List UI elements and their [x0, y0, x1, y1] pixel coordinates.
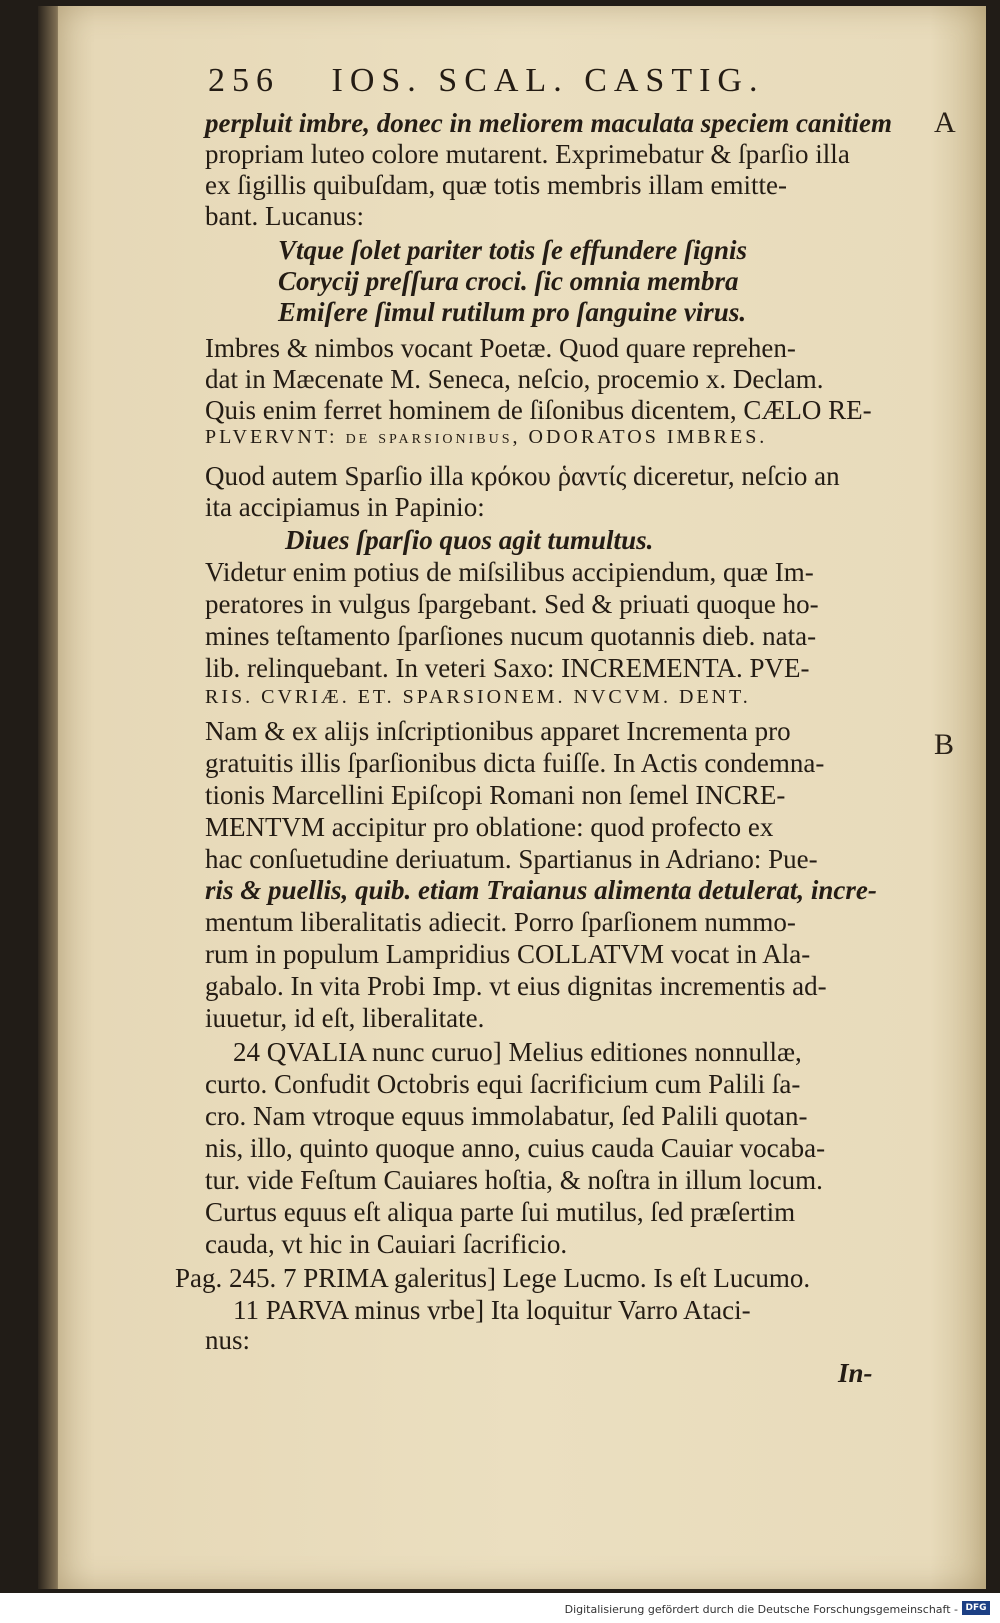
- digitization-credit: Digitalisierung gefördert durch die Deutsche Forschungsgemeinschaft -: [564, 1603, 958, 1616]
- text-line: ris & puellis, quib. etiam Traianus alimenta detulerat, incre-: [205, 875, 877, 905]
- text-line: PLVERVNT: de ſparſionibus, ODORATOS IMBRES.: [205, 426, 768, 448]
- text-line: bant. Lucanus:: [205, 201, 364, 231]
- text-line: Nam & ex alijs inſcriptionibus apparet Incrementa pro: [205, 716, 791, 746]
- text-line: propriam luteo colore mutarent. Exprimebatur & ſparſio illa: [205, 139, 850, 169]
- text-line: cro. Nam vtroque equus immolabatur, ſed Palili quotan-: [205, 1101, 808, 1131]
- text-line: iuuetur, id eſt, liberalitate.: [205, 1003, 485, 1033]
- text-line: MENTVM accipitur pro oblatione: quod profecto ex: [205, 812, 774, 842]
- text-line: Imbres & nimbos vocant Poetæ. Quod quare reprehen-: [205, 333, 796, 363]
- text-line: cauda, vt hic in Cauiari ſacrificio.: [205, 1229, 568, 1259]
- text-line: tur. vide Feſtum Cauiares hoſtia, & noſtra in illum locum.: [205, 1165, 823, 1195]
- text-line: Vtque ſolet pariter totis ſe effundere ſignis: [278, 235, 747, 265]
- text-line: ex ſigillis quibuſdam, quæ totis membris illam emitte-: [205, 170, 787, 200]
- text-line: Curtus equus eſt aliqua parte ſui mutilus, ſed præſertim: [205, 1197, 796, 1227]
- margin-letter-a: A: [934, 106, 956, 139]
- margin-letter-b: B: [934, 728, 955, 761]
- page-number: 256: [208, 62, 280, 99]
- text-line: nis, illo, quinto quoque anno, cuius cauda Cauiar vocaba-: [205, 1133, 826, 1163]
- running-header: [208, 62, 764, 100]
- text-line: lib. relinquebant. In veteri Saxo: INCREMENTA. PVE-: [205, 653, 810, 683]
- text-line: mentum liberalitatis adiecit. Porro ſparſionem nummo-: [205, 907, 796, 937]
- text-line: Quis enim ferret hominem de ſiſonibus dicentem, CÆLO RE-: [205, 395, 872, 425]
- dfg-logo: DFG: [962, 1601, 990, 1615]
- text-line: Corycij preſſura croci. ſic omnia membra: [278, 266, 739, 296]
- text-line: Emiſere ſimul rutilum pro ſanguine virus.: [278, 297, 747, 327]
- text-line: Pag. 245. 7 PRIMA galeritus] Lege Lucmo. Is eſt Lucumo.: [175, 1263, 811, 1293]
- text-line: peratores in vulgus ſpargebant. Sed & priuati quoque ho-: [205, 589, 819, 619]
- text-line: perpluit imbre, donec in meliorem maculata speciem canitiem: [205, 108, 892, 138]
- text-line: RIS. CVRIÆ. ET. SPARSIONEM. NVCVM. DENT.: [205, 686, 751, 708]
- text-line: gratuitis illis ſparſionibus dicta fuiſſe. In Actis condemna-: [205, 748, 825, 778]
- running-title: IOS. SCAL. CASTIG.: [331, 62, 765, 99]
- text-line: 11 PARVA minus vrbe] Ita loquitur Varro Ataci-: [233, 1295, 751, 1325]
- text-line: Quod autem Sparſio illa κρόκου ῥαντίς diceretur, neſcio an: [205, 461, 840, 491]
- text-line: ita accipiamus in Papinio:: [205, 492, 485, 522]
- text-line: mines teſtamento ſparſiones nucum quotannis dieb. nata-: [205, 621, 817, 651]
- text-line: Diues ſparſio quos agit tumultus.: [285, 525, 654, 555]
- text-line: nus:: [205, 1325, 251, 1355]
- text-line: tionis Marcellini Epiſcopi Romani non ſemel INCRE-: [205, 780, 786, 810]
- text-line: gabalo. In vita Probi Imp. vt eius dignitas incrementis ad-: [205, 971, 827, 1001]
- text-line: In-: [838, 1358, 873, 1388]
- text-line: dat in Mæcenate M. Seneca, neſcio, procemio x. Declam.: [205, 364, 824, 394]
- text-line: Videtur enim potius de miſsilibus accipiendum, quæ Im-: [205, 557, 814, 587]
- text-line: curto. Confudit Octobris equi ſacrificium cum Palili ſa-: [205, 1069, 801, 1099]
- text-line: hac conſuetudine deriuatum. Spartianus in Adriano: Pue-: [205, 844, 818, 874]
- text-line: rum in populum Lampridius COLLATVM vocat in Ala-: [205, 939, 811, 969]
- text-line: 24 QVALIA nunc curuo] Melius editiones nonnullæ,: [233, 1037, 802, 1067]
